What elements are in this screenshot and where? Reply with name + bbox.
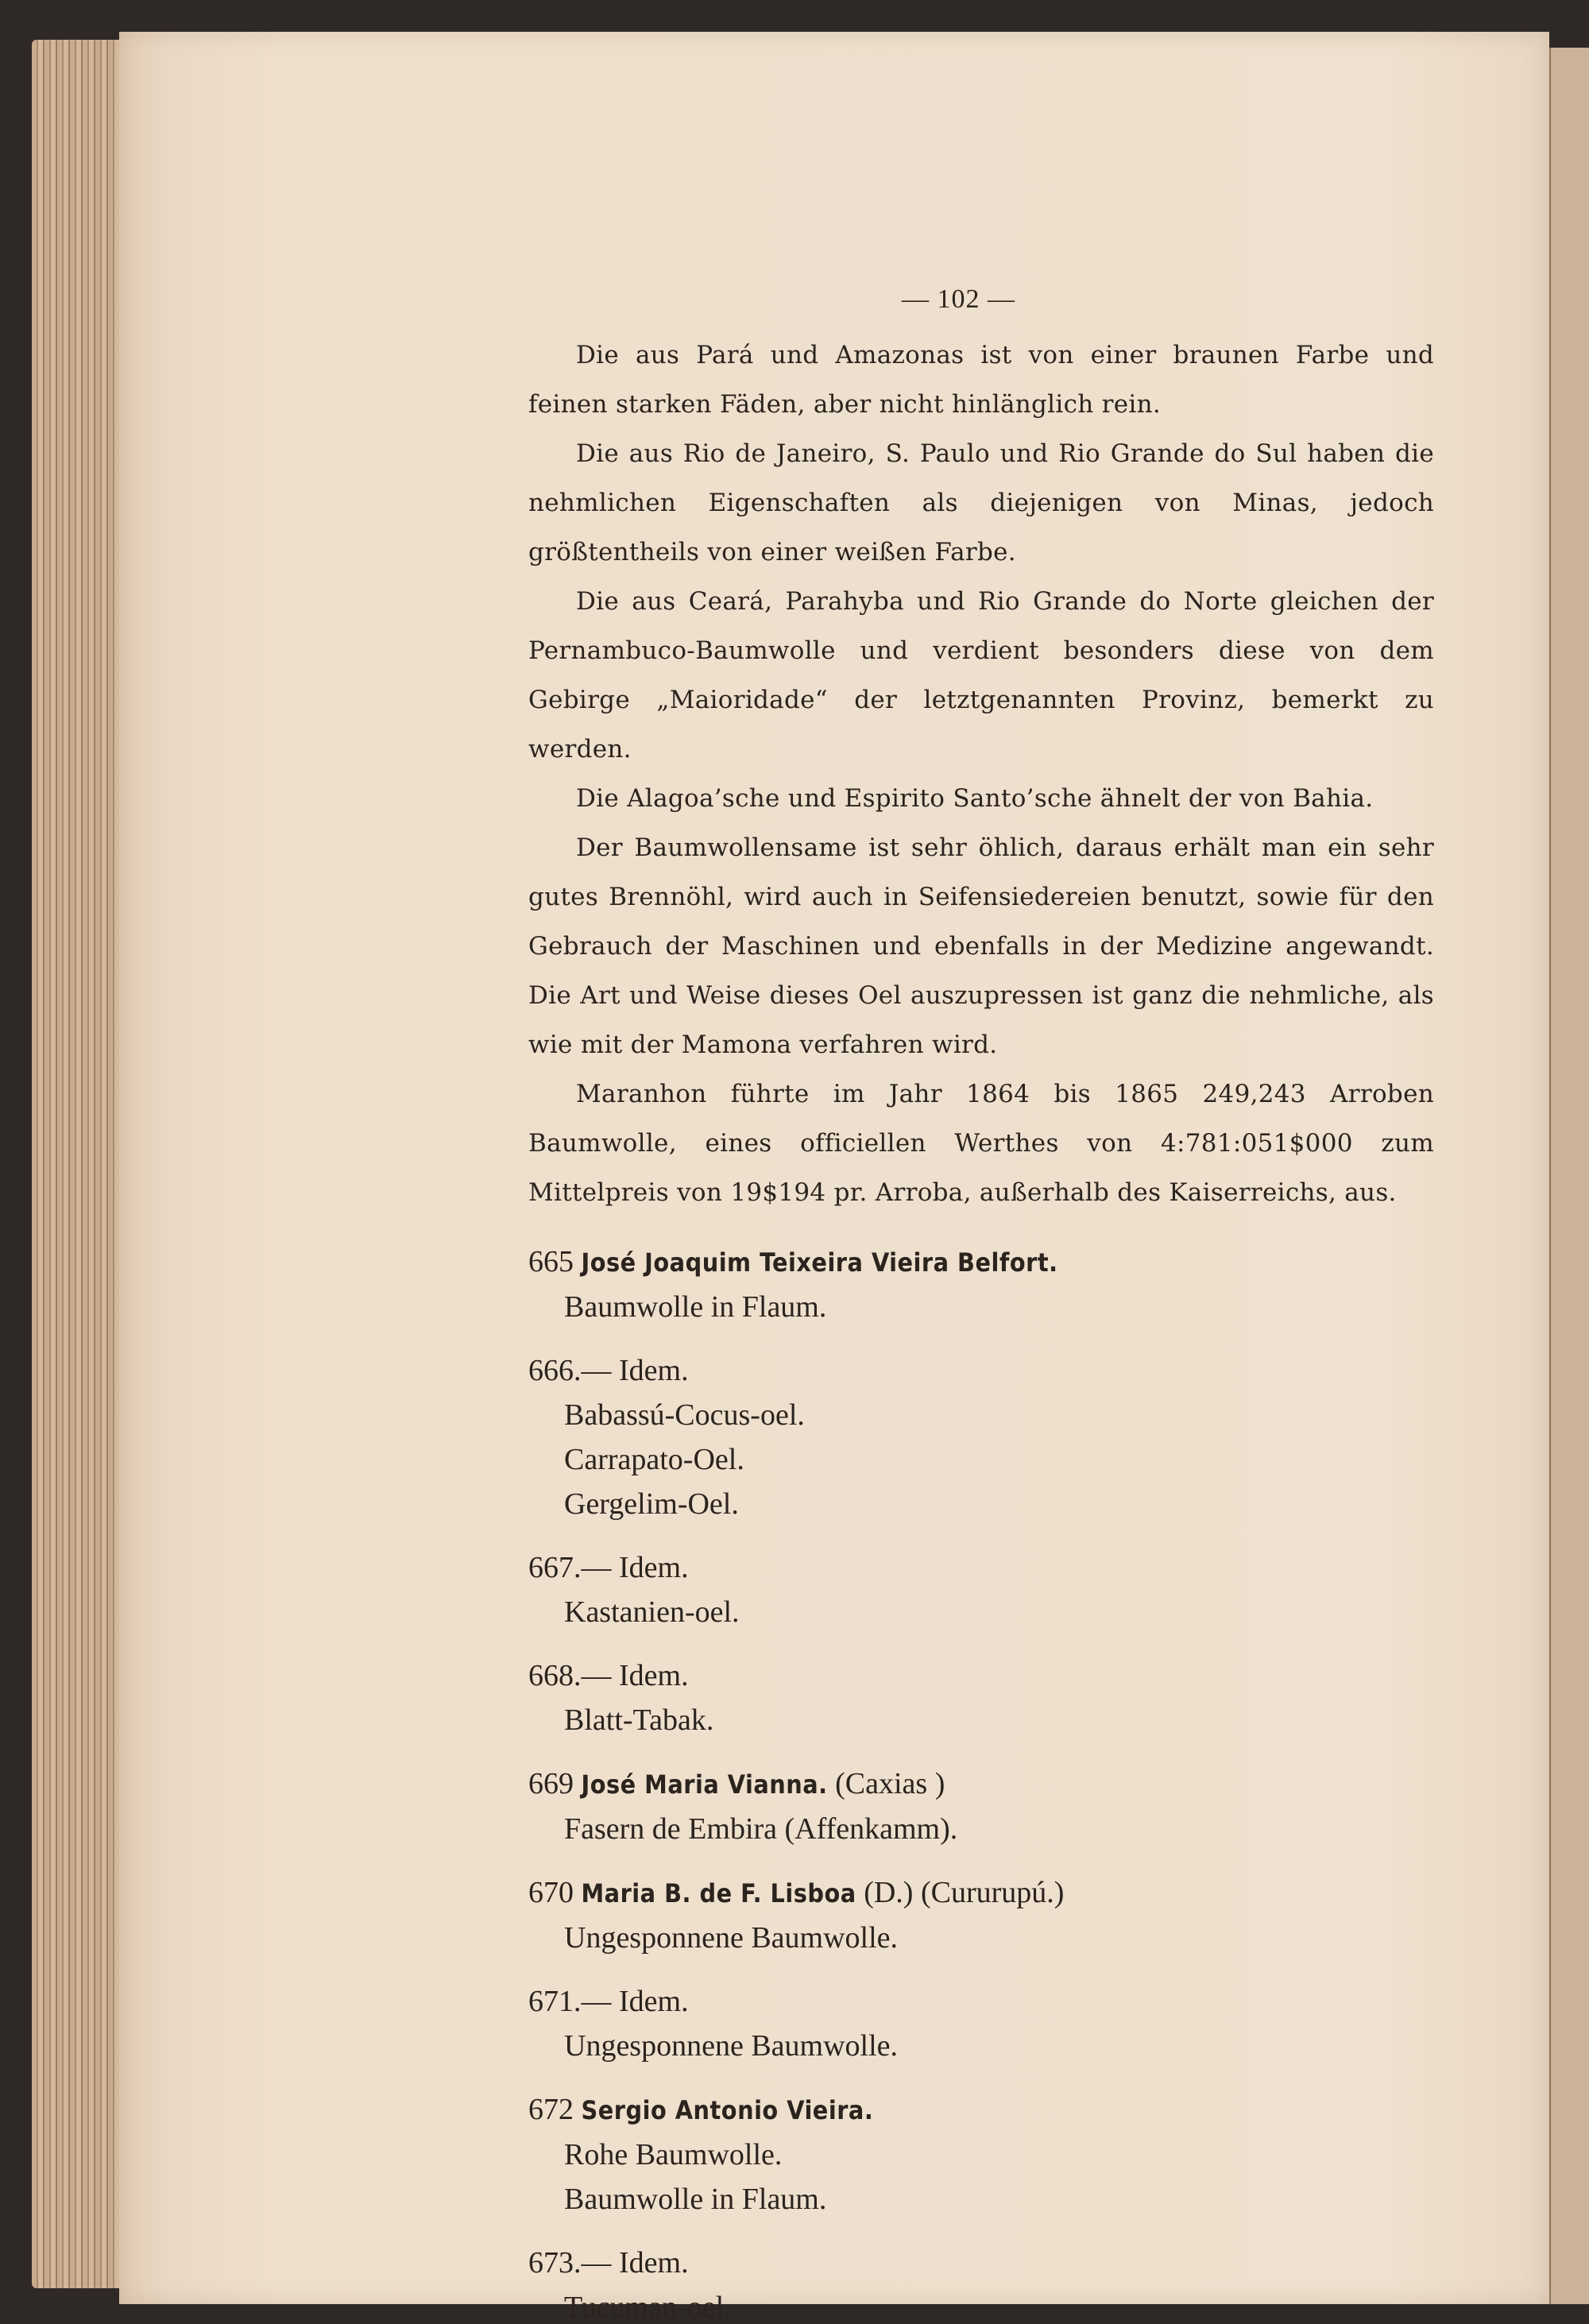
exhibit-entry [528, 2087, 1434, 2222]
entry-number: 673.— [528, 2246, 612, 2280]
entry-number: 670 [528, 1876, 574, 1909]
exhibit-entry [528, 1545, 1434, 1634]
exhibitor-name: Maria B. de F. Lisboa [581, 1878, 856, 1908]
entry-heading [528, 1653, 1434, 1698]
exhibitor-place: (Caxias ) [835, 1767, 945, 1800]
paragraph: Die aus Rio de Janeiro, S. Paulo und Rio Grande do Sul haben die nehmlichen Eigenschaften als diejenigen von Minas, jedoch größtentheils von einer weißen Farbe. [528, 439, 1434, 566]
exhibit-item: Tucuman-oel. [564, 2291, 732, 2324]
entry-number: 672 [528, 2093, 574, 2126]
exhibitor-name: Idem. [619, 1659, 689, 1692]
exhibit-item: Gergelim-Oel. [564, 1487, 739, 1521]
exhibitor-name: Idem. [619, 1354, 689, 1387]
entry-heading [528, 2087, 1434, 2133]
exhibit-entry [528, 1239, 1434, 1329]
exhibit-item: Ungesponnene Baumwolle. [564, 1921, 899, 1955]
exhibit-entry [528, 1979, 1434, 2068]
exhibit-entry [528, 1761, 1434, 1851]
exhibitor-name: Sergio Antonio Vieira. [581, 2095, 874, 2125]
exhibitor-name: Idem. [619, 1985, 689, 2018]
exhibitor-name: Idem. [619, 2246, 689, 2280]
facing-page-edge [1549, 48, 1589, 2304]
entry-number: 669 [528, 1767, 574, 1800]
page-content [528, 284, 1434, 2324]
exhibit-list [528, 1239, 1434, 2324]
exhibit-entry [528, 1348, 1434, 1526]
exhibit-item: Fasern de Embira (Affenkamm). [564, 1812, 958, 1846]
exhibit-item: Kastanien-oel. [564, 1595, 740, 1629]
paragraph: Maranhon führte im Jahr 1864 bis 1865 249,243 Arroben Baumwolle, eines officiellen Werthes von 4:781:051$000 zum Mittelpreis von 19$194 pr. Arroba, außerhalb des Kaiserreichs, aus. [528, 1080, 1434, 1207]
exhibit-item: Babassú-Cocus-oel. [564, 1398, 805, 1432]
page-number: — 102 — [902, 284, 1015, 314]
exhibit-entry [528, 1870, 1434, 1960]
exhibitor-place: (D.) (Cururupú.) [864, 1876, 1065, 1909]
exhibit-item: Rohe Baumwolle. [564, 2138, 783, 2171]
entry-number: 668.— [528, 1659, 612, 1692]
exhibitor-name: José Maria Vianna. [581, 1769, 828, 1800]
exhibitor-name: Idem. [619, 1551, 689, 1584]
paragraph: Die aus Ceará, Parahyba und Rio Grande do Norte gleichen der Pernambuco-Baumwolle und verdient besonders diese von dem Gebirge „Maioridade“ der letztgenannten Provinz, bemerkt zu werden. [528, 587, 1434, 764]
entry-heading [528, 1239, 1434, 1285]
exhibit-item: Ungesponnene Baumwolle. [564, 2029, 899, 2063]
paragraph: Die aus Pará und Amazonas ist von einer braunen Farbe und feinen starken Fäden, aber nicht hinlänglich rein. [528, 341, 1434, 419]
entry-number: 665 [528, 1245, 574, 1278]
entry-heading [528, 1761, 1434, 1807]
exhibit-item: Baumwolle in Flaum. [564, 1290, 827, 1324]
entry-heading [528, 1545, 1434, 1590]
paragraph: Die Alagoa’sche und Espirito Santo’sche ähnelt der von Bahia. [576, 784, 1374, 813]
exhibit-item: Carrapato-Oel. [564, 1443, 744, 1476]
entry-heading [528, 1348, 1434, 1393]
exhibit-item: Blatt-Tabak. [564, 1703, 714, 1737]
body-text [528, 331, 1434, 1217]
entry-number: 671.— [528, 1985, 612, 2018]
entry-heading [528, 1870, 1434, 1916]
entry-heading [528, 2241, 1434, 2285]
paragraph: Der Baumwollensame ist sehr öhlich, daraus erhält man ein sehr gutes Brennöhl, wird auch in Seifensiedereien benutzt, sowie für den Gebrauch der Maschinen und ebenfalls in der Medizine angewandt. Die Art und Weise dieses Oel auszupressen ist ganz die nehmliche, als wie mit der Mamona verfahren wird. [528, 833, 1434, 1059]
entry-number: 667.— [528, 1551, 612, 1584]
entry-number: 666.— [528, 1354, 612, 1387]
exhibitor-name: José Joaquim Teixeira Vieira Belfort. [581, 1247, 1058, 1278]
entry-heading [528, 1979, 1434, 2024]
exhibit-entry [528, 2241, 1434, 2324]
exhibit-entry [528, 1653, 1434, 1742]
exhibit-item: Baumwolle in Flaum. [564, 2183, 827, 2216]
